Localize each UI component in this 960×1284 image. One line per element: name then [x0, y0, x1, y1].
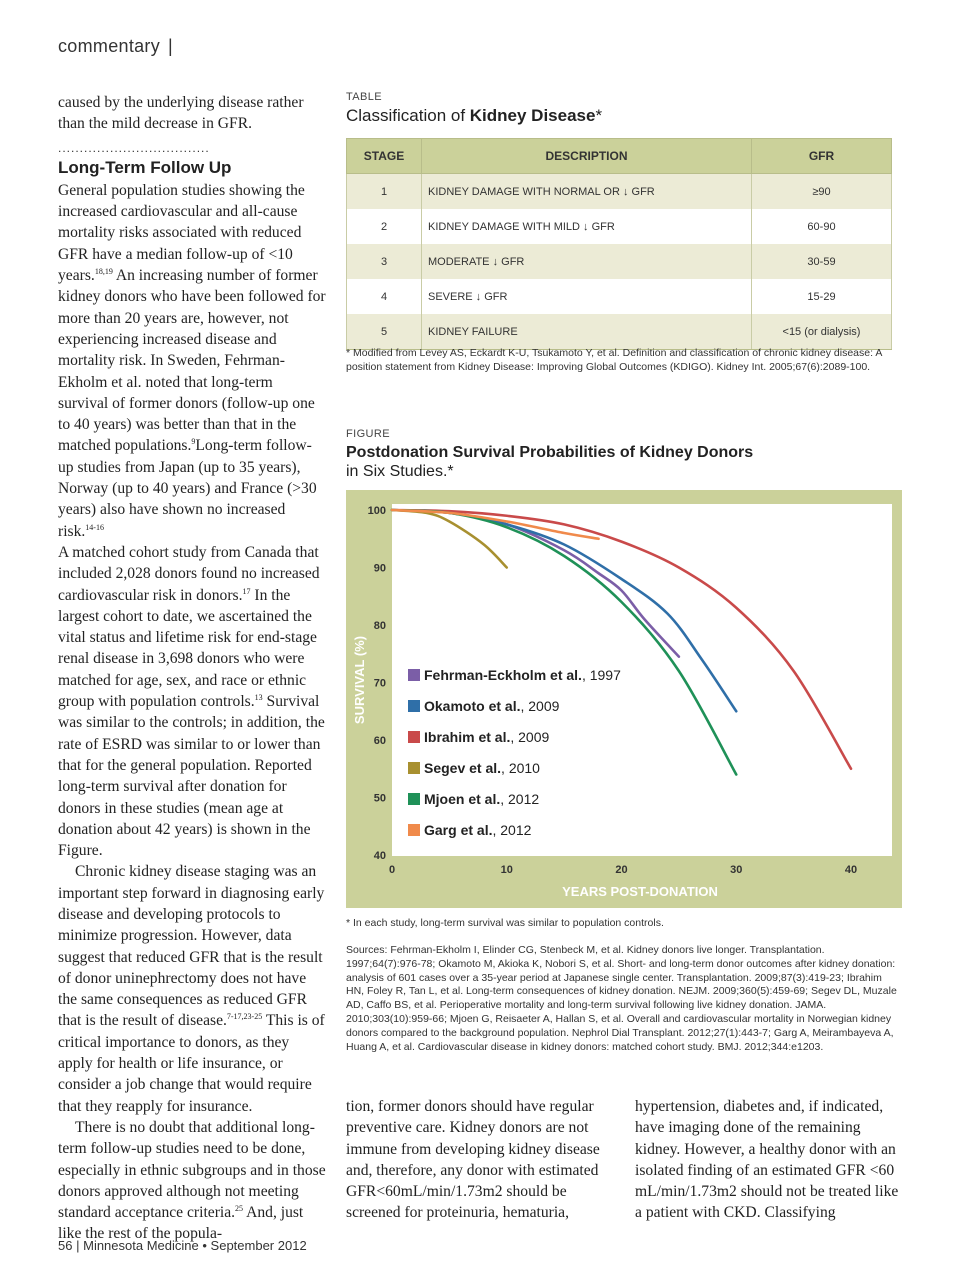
section-label [58, 36, 173, 57]
survival-chart-svg [346, 490, 902, 908]
cell-stage: 4 [347, 279, 422, 314]
header-stage: STAGE [347, 139, 422, 174]
y-axis-label: SURVIVAL (%) [352, 635, 367, 725]
paragraph-intro: caused by the underlying disease rather than the mild decrease in GFR. [58, 94, 304, 133]
heading-long-term: Long-Term Follow Up [58, 157, 232, 177]
figure-footnote: * In each study, long-term survival was similar to population controls. [346, 917, 664, 929]
y-tick-label: 100 [367, 505, 386, 517]
table-row [347, 279, 892, 314]
survival-chart [346, 490, 902, 908]
x-tick-label: 20 [615, 864, 628, 876]
right-column [635, 1096, 903, 1224]
cell-description: KIDNEY DAMAGE WITH MILD ↓ GFR [422, 209, 752, 244]
figure-title: Postdonation Survival Probabilities of Kidney Donors in Six Studies.* [346, 444, 754, 480]
x-tick-label: 0 [388, 864, 396, 876]
publication-date: September 2012 [210, 1238, 307, 1253]
legend-swatch-2 [408, 700, 420, 712]
cell-description: SEVERE ↓ GFR [422, 279, 752, 314]
table-row [347, 209, 892, 244]
legend-swatch-5 [408, 793, 420, 805]
legend-label-3: Ibrahim et al., 2009 [424, 729, 550, 745]
cell-gfr: 15-29 [752, 279, 892, 314]
cell-stage: 2 [347, 209, 422, 244]
header-description: DESCRIPTION [422, 139, 752, 174]
x-tick-label: 30 [730, 864, 743, 876]
footer-bullet: • [202, 1238, 207, 1253]
y-tick-label: 60 [373, 735, 386, 747]
cell-stage: 1 [347, 174, 422, 210]
table-title: Classification of Kidney Disease* [346, 106, 603, 125]
paragraph-follow-up: General population studies showing the increased cardiovascular and all-cause mortality risks associated with reduced GFR have a median follow-up of <10 years.$^{18,19}$ An increasing number of former kidney donors who have been followed for more than 20 years are, however, not experiencing increased disease and mortality risk. In Sweden, Fehrman-Ekholm et al. noted that long-term survival of former donors (follow-up one to 40 years) was better than that in the matched populations.$^9$Long-term follow-up studies from Japan (up to 35 years), Norway (up to 40 years) and France (>30 years) also have shown no increased risk.$^{14-16}$ A matched cohort study from Canada that included 2,028 donors found no increased cardiovascular risk in donors.$^{17}$ In the largest cohort to date, we ascertained the vital status and lifetime risk for end-stage renal disease in 3,698 donors who were matched for age, sex, and race or ethnic group with population controls.$^{13}$ Survival was similar to the controls; in addition, the rate of ESRD was similar to or lower than that for the general population. Reported long-term survival after donation for donors in these studies (mean age at donation about 42 years) is shown in the Figure. [58, 181, 326, 860]
table-label: TABLE [346, 91, 383, 103]
paragraph-col3: hypertension, diabetes and, if indicated, have imaging done of the remaining kidney. However, a healthy donor with an isolated finding of an estimated GFR <60 mL/min/1.73m2 should not be treated like a patient with CKD. Classifying [635, 1098, 899, 1222]
cell-gfr: 60-90 [752, 209, 892, 244]
x-tick-label: 10 [500, 864, 513, 876]
y-tick-label: 90 [373, 562, 386, 575]
legend-swatch-3 [408, 731, 420, 743]
dotted-divider: ................................... [58, 140, 210, 155]
cell-description: KIDNEY FAILURE [422, 314, 752, 350]
paragraph-col2: tion, former donors should have regular preventive care. Kidney donors are not immune from developing kidney disease and, therefore, any donor with estimated GFR<60mL/min/1.73m2 should be screened for proteinuria, hematuria, [346, 1098, 600, 1222]
legend-label-5: Mjoen et al., 2012 [424, 791, 540, 807]
middle-column [346, 1096, 614, 1224]
table-row [347, 244, 892, 279]
cell-description: KIDNEY DAMAGE WITH NORMAL OR ↓ GFR [422, 174, 752, 210]
legend-swatch-1 [408, 669, 420, 681]
footer-separator: | [76, 1238, 80, 1253]
cell-stage: 3 [347, 244, 422, 279]
legend-label-4: Segev et al., 2010 [424, 760, 540, 776]
page-footer [58, 1238, 307, 1253]
table-row [347, 174, 892, 210]
section-separator: | [168, 36, 174, 56]
legend-swatch-4 [408, 762, 420, 774]
publication-name: Minnesota Medicine [83, 1238, 199, 1253]
cell-gfr: ≥90 [752, 174, 892, 210]
section-name: commentary [58, 36, 161, 56]
y-tick-label: 40 [373, 850, 386, 862]
figure-sources: Sources: Fehrman-Ekholm I, Elinder CG, Stenbeck M, et al. Kidney donors live longer. Transplantation. 1997;64(7):976-78; Okamoto M, Akioka K, Nobori S, et al. Short- and long-term donor outcomes after kidney donation: analysis of 601 cases over a 35-year period at Japanese single center. Transplantation. 2009;87(3):419-23; Ibrahim HN, Foley R, Tan L, et al. Long-term consequences of kidney donation. NEJM. 2009;360(5):459-69; Segev DL, Muzale AD, Caffo BS, et al. Perioperative mortality and long-term survival following live kidney donation. JAMA. 2010;303(10):959-66; Mjoen G, Reisaeter A, Hallan S, et al. Overall and cardiovascular mortality in Norwegian kidney donors compared to the background population. Nephrol Dial Transplant. 2012;27(1):443-7; Garg A, Meirambayeva A, Huang A, et al. Cardiovascular disease in kidney donors: matched cohort study. BMJ. 2012;344:e1203. [346, 944, 897, 1053]
figure-label: FIGURE [346, 428, 390, 440]
legend-label-2: Okamoto et al., 2009 [424, 698, 560, 714]
legend-label-6: Garg et al., 2012 [424, 822, 532, 838]
y-tick-label: 70 [373, 677, 386, 690]
x-axis-label: YEARS POST-DONATION [562, 884, 718, 899]
page-number: 56 [58, 1238, 73, 1253]
kidney-disease-table [346, 138, 892, 350]
y-tick-label: 50 [373, 792, 386, 805]
legend-swatch-6 [408, 824, 420, 836]
cell-stage: 5 [347, 314, 422, 350]
x-tick-label: 40 [844, 864, 858, 876]
table-header-row [347, 139, 892, 174]
cell-gfr: <15 (or dialysis) [752, 314, 892, 350]
header-gfr: GFR [752, 139, 892, 174]
paragraph-ckd-staging: Chronic kidney disease staging was an important step forward in diagnosing early disease and developing protocols to minimize progression. However, data suggest that reduced GFR that is the result of donor uninephrectomy does not have the same consequences as reduced GFR that is the result of disease.$^{7-17,23-25}$ This is of critical importance to donors, as they apply for health or life insurance, or consider a job change that would require that they reapply for insurance. [58, 863, 325, 1115]
cell-description: MODERATE ↓ GFR [422, 244, 752, 279]
paragraph-additional-studies: There is no doubt that additional long-term follow-up studies need to be done, especially in ethnic subgroups and in those donors approved although not meeting standard acceptance criteria.$^{25}$ And, just like the rest of the popula- [58, 1118, 326, 1243]
y-tick-label: 80 [373, 620, 386, 632]
cell-gfr: 30-59 [752, 244, 892, 279]
table-row [347, 314, 892, 350]
left-column [58, 92, 326, 1245]
legend-label-1: Fehrman-Eckholm et al., 1997 [424, 667, 621, 683]
table-footnote: * Modified from Levey AS, Eckardt K-U, Tsukamoto Y, et al. Definition and classification of chronic kidney disease: A position statement from Kidney Disease: Improving Global Outcomes (KDIGO). Kidney Int. 2005;67(6):2089-100. [346, 347, 882, 373]
